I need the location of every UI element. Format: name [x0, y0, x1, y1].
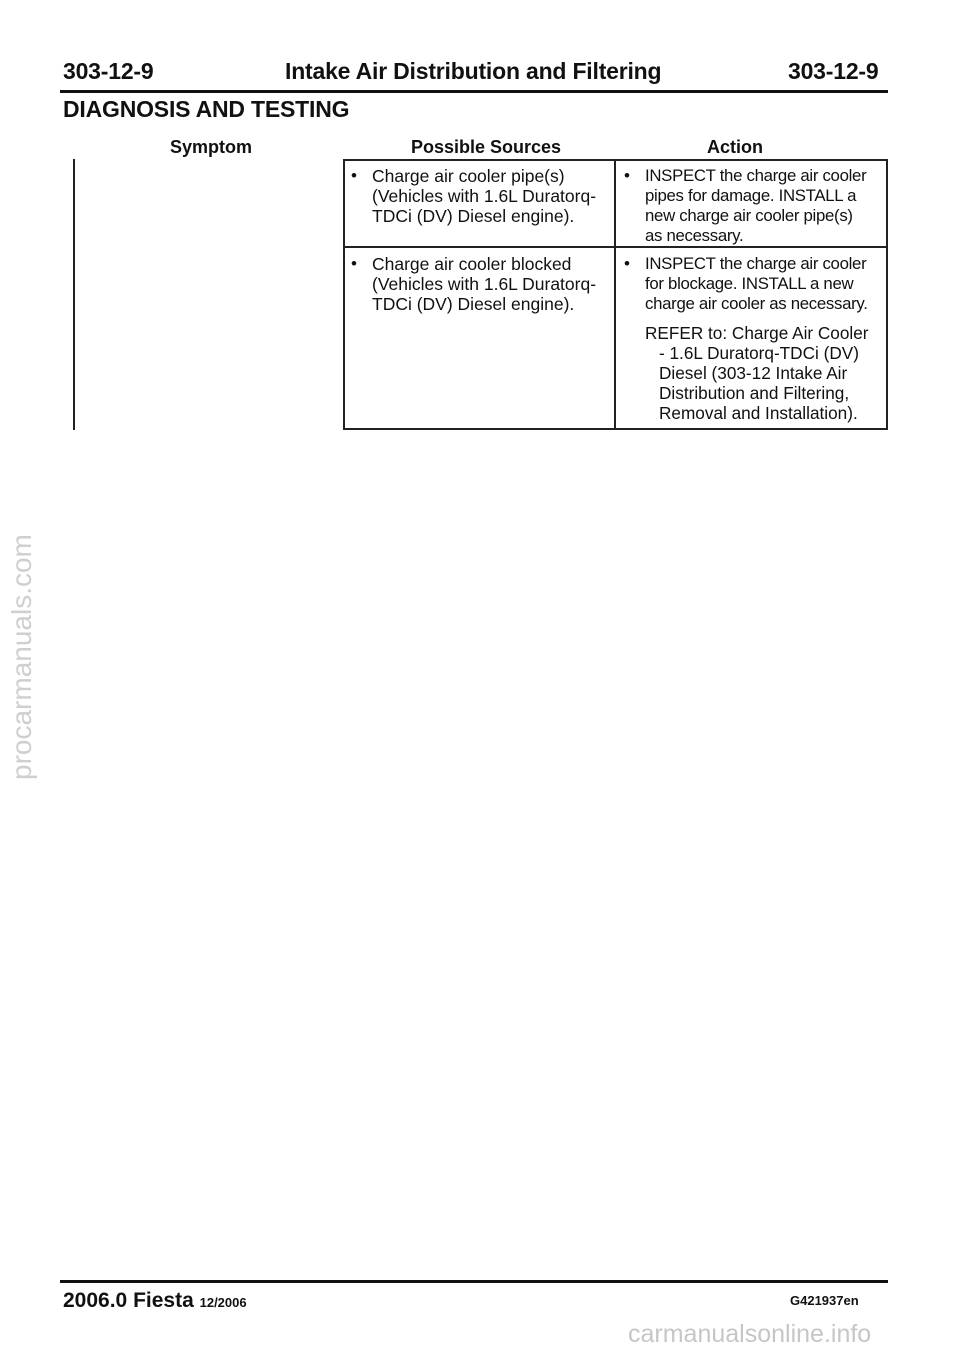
side-watermark: procarmanuals.com	[6, 534, 37, 780]
refer-line: REFER to: Charge Air Cooler	[645, 323, 869, 343]
refer-line: - 1.6L Duratorq-TDCi (DV)	[659, 343, 859, 363]
page-code-left: 303-12-9	[63, 58, 154, 84]
table-row-2-source	[351, 254, 597, 314]
header-rule	[60, 90, 888, 93]
source-line: (Vehicles with 1.6L Duratorq-	[372, 186, 597, 206]
page-code-right: 303-12-9	[788, 58, 879, 84]
source-line: (Vehicles with 1.6L Duratorq-	[372, 274, 597, 294]
table-row-divider	[343, 246, 888, 248]
action-line: INSPECT the charge air cooler	[645, 166, 867, 185]
action-line: INSPECT the charge air cooler	[645, 254, 867, 273]
table-row-2-refer	[645, 323, 869, 423]
source-line: Charge air cooler pipe(s)	[372, 166, 565, 186]
footer-model	[63, 1289, 247, 1313]
table-row-1-source	[351, 166, 597, 226]
column-header-action: Action	[707, 137, 763, 157]
bullet-icon: •	[351, 254, 357, 273]
bullet-icon: •	[624, 166, 630, 185]
source-line: TDCi (DV) Diesel engine).	[372, 206, 575, 226]
refer-line: Diesel (303-12 Intake Air	[659, 363, 848, 383]
table-row-2-action	[624, 254, 868, 314]
bullet-icon: •	[624, 254, 630, 273]
footer-doc-id: G421937en	[790, 1293, 859, 1308]
action-line: new charge air cooler pipe(s)	[645, 206, 853, 225]
bullet-icon: •	[351, 166, 357, 185]
source-line: TDCi (DV) Diesel engine).	[372, 294, 575, 314]
refer-line: Distribution and Filtering,	[659, 383, 850, 403]
column-header-possible-sources: Possible Sources	[411, 137, 562, 157]
footer-rule	[60, 1280, 888, 1283]
footer-model-name: 2006.0 Fiesta	[63, 1289, 194, 1312]
source-line: Charge air cooler blocked	[372, 254, 572, 274]
refer-line: Removal and Installation).	[659, 403, 858, 423]
action-line: charge air cooler as necessary.	[645, 294, 868, 313]
section-title: DIAGNOSIS AND TESTING	[63, 96, 350, 122]
action-line: for blockage. INSTALL a new	[645, 274, 854, 293]
page-title: Intake Air Distribution and Filtering	[285, 58, 662, 84]
table-column-divider	[614, 159, 616, 430]
footer-date: 12/2006	[199, 1295, 247, 1310]
column-header-symptom: Symptom	[170, 137, 253, 157]
table-row-1-action	[624, 166, 867, 246]
bottom-watermark: carmanualsonline.info	[628, 1320, 872, 1348]
action-line: pipes for damage. INSTALL a	[645, 186, 857, 205]
symptom-column-rule	[73, 159, 75, 430]
action-line: as necessary.	[645, 226, 744, 245]
